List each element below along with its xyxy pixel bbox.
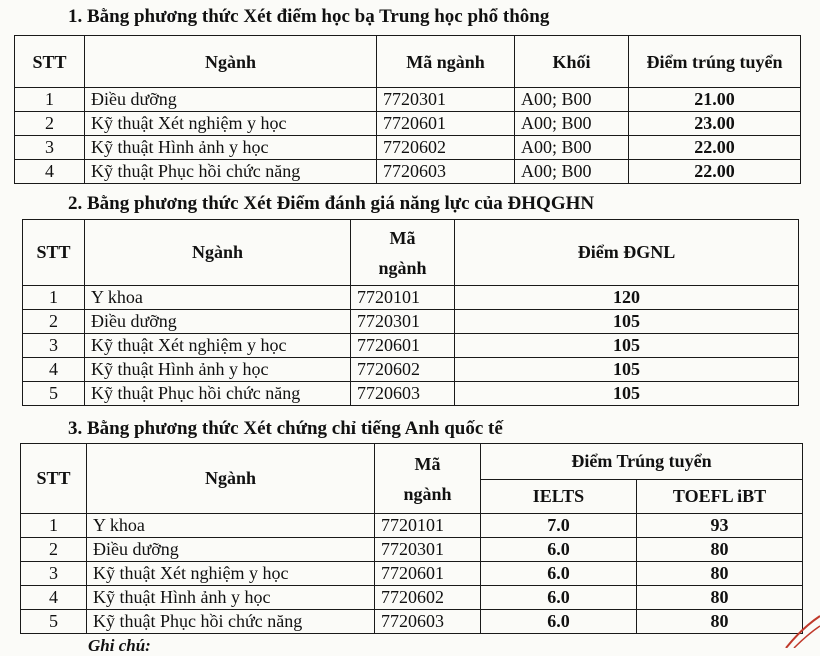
cell-nganh: Kỹ thuật Phục hồi chức năng <box>87 610 375 634</box>
table-row <box>23 382 799 406</box>
section-1-heading: 1. Bằng phương thức Xét điểm học bạ Trung học phổ thông <box>68 6 550 27</box>
cell-ma: 7720301 <box>377 88 515 112</box>
header-ma-nganh <box>351 220 455 286</box>
header-diem-dgnl: Điểm ĐGNL <box>455 220 799 286</box>
cell-nganh: Kỹ thuật Phục hồi chức năng <box>85 160 377 184</box>
cell-ma: 7720603 <box>375 610 481 634</box>
cell-nganh: Điều dưỡng <box>85 88 377 112</box>
cell-diem: 105 <box>455 310 799 334</box>
cell-stt: 1 <box>21 514 87 538</box>
table-row <box>21 610 803 634</box>
table-row <box>15 136 801 160</box>
table-row <box>21 586 803 610</box>
cell-ma: 7720601 <box>377 112 515 136</box>
cell-ma: 7720301 <box>375 538 481 562</box>
header-stt: STT <box>23 220 85 286</box>
section-2-heading: 2. Bằng phương thức Xét Điểm đánh giá năng lực của ĐHQGHN <box>68 193 595 214</box>
cell-stt: 2 <box>23 310 85 334</box>
cell-stt: 4 <box>23 358 85 382</box>
cell-diem: 105 <box>455 358 799 382</box>
section-3-heading: 3. Bằng phương thức Xét chứng chỉ tiếng Anh quốc tế <box>68 418 503 439</box>
table-3 <box>20 443 803 634</box>
table-2 <box>22 219 799 406</box>
cell-nganh: Kỹ thuật Xét nghiệm y học <box>85 112 377 136</box>
cell-toefl: 80 <box>637 610 803 634</box>
cell-nganh: Y khoa <box>85 286 351 310</box>
cell-stt: 1 <box>23 286 85 310</box>
cell-nganh: Kỹ thuật Hình ảnh y học <box>85 358 351 382</box>
header-ma-nganh: Mã ngành <box>377 36 515 88</box>
header-ma-line2: ngành <box>403 483 452 504</box>
cell-diem: 105 <box>455 382 799 406</box>
cell-diem: 22.00 <box>629 136 801 160</box>
cell-ma: 7720601 <box>375 562 481 586</box>
cell-ma: 7720602 <box>377 136 515 160</box>
table-row <box>23 310 799 334</box>
table-row <box>21 514 803 538</box>
cell-toefl: 80 <box>637 586 803 610</box>
header-ma-line2: ngành <box>378 257 427 278</box>
cell-nganh: Y khoa <box>87 514 375 538</box>
cell-stt: 4 <box>21 586 87 610</box>
cell-nganh: Kỹ thuật Hình ảnh y học <box>87 586 375 610</box>
header-diem-trung-tuyen: Điểm Trúng tuyển <box>481 444 803 480</box>
table-row <box>23 334 799 358</box>
cell-diem: 105 <box>455 334 799 358</box>
cell-stt: 3 <box>21 562 87 586</box>
table-row <box>21 562 803 586</box>
cell-stt: 5 <box>21 610 87 634</box>
cell-nganh: Kỹ thuật Xét nghiệm y học <box>87 562 375 586</box>
cell-nganh: Điều dưỡng <box>87 538 375 562</box>
cell-stt: 3 <box>15 136 85 160</box>
table-row <box>15 88 801 112</box>
header-diem: Điểm trúng tuyển <box>629 36 801 88</box>
cell-ielts: 6.0 <box>481 586 637 610</box>
cell-diem: 21.00 <box>629 88 801 112</box>
header-nganh: Ngành <box>85 220 351 286</box>
header-ma-line1: Mã <box>389 227 416 248</box>
cell-nganh: Kỹ thuật Xét nghiệm y học <box>85 334 351 358</box>
cell-ielts: 6.0 <box>481 610 637 634</box>
cell-ielts: 6.0 <box>481 538 637 562</box>
table-row <box>21 538 803 562</box>
cell-toefl: 93 <box>637 514 803 538</box>
cell-ma: 7720603 <box>351 382 455 406</box>
cell-khoi: A00; B00 <box>515 136 629 160</box>
header-nganh: Ngành <box>85 36 377 88</box>
cell-ma: 7720602 <box>375 586 481 610</box>
cell-khoi: A00; B00 <box>515 112 629 136</box>
cell-ielts: 7.0 <box>481 514 637 538</box>
cell-diem: 23.00 <box>629 112 801 136</box>
cell-ma: 7720601 <box>351 334 455 358</box>
cell-stt: 2 <box>15 112 85 136</box>
cell-diem: 22.00 <box>629 160 801 184</box>
header-ielts: IELTS <box>481 480 637 514</box>
corner-mark <box>780 598 820 648</box>
header-khoi: Khối <box>515 36 629 88</box>
cell-toefl: 80 <box>637 538 803 562</box>
table-row <box>23 286 799 310</box>
header-stt: STT <box>21 444 87 514</box>
header-ma-nganh <box>375 444 481 514</box>
cell-khoi: A00; B00 <box>515 88 629 112</box>
cell-stt: 2 <box>21 538 87 562</box>
cell-stt: 1 <box>15 88 85 112</box>
cell-nganh: Kỹ thuật Hình ảnh y học <box>85 136 377 160</box>
cell-nganh: Điều dưỡng <box>85 310 351 334</box>
cell-toefl: 80 <box>637 562 803 586</box>
table-row <box>15 112 801 136</box>
header-stt: STT <box>15 36 85 88</box>
cell-ma: 7720101 <box>351 286 455 310</box>
table-row <box>23 358 799 382</box>
cell-stt: 4 <box>15 160 85 184</box>
cell-khoi: A00; B00 <box>515 160 629 184</box>
cell-stt: 5 <box>23 382 85 406</box>
cell-ielts: 6.0 <box>481 562 637 586</box>
cell-stt: 3 <box>23 334 85 358</box>
header-toefl: TOEFL iBT <box>637 480 803 514</box>
header-nganh: Ngành <box>87 444 375 514</box>
cell-ma: 7720603 <box>377 160 515 184</box>
cell-ma: 7720101 <box>375 514 481 538</box>
table-1 <box>14 35 801 184</box>
table-row <box>15 160 801 184</box>
header-ma-line1: Mã <box>414 453 441 474</box>
footnote: Ghi chú: <box>88 636 151 655</box>
cell-ma: 7720301 <box>351 310 455 334</box>
cell-ma: 7720602 <box>351 358 455 382</box>
cell-nganh: Kỹ thuật Phục hồi chức năng <box>85 382 351 406</box>
cell-diem: 120 <box>455 286 799 310</box>
